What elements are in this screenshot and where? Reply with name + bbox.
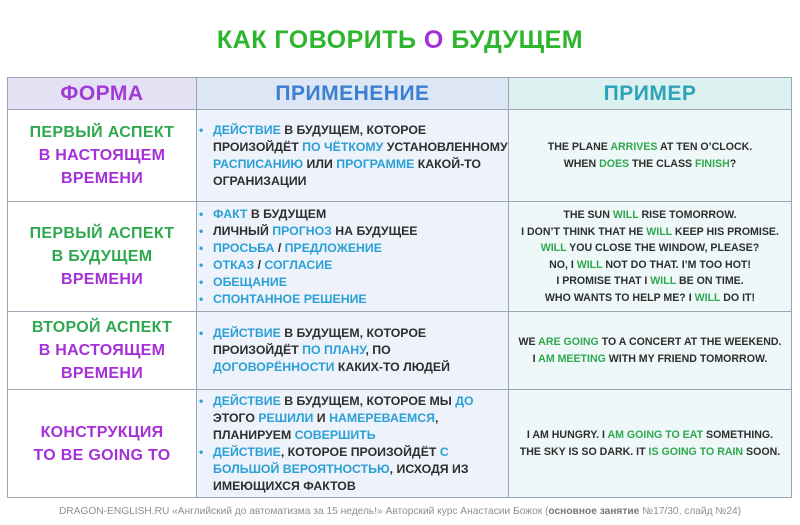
future-forms-table: [7, 77, 792, 498]
example-line: I DON’T THINK THAT HE WILL KEEP HIS PROMISE.: [521, 225, 779, 238]
use-cell: [197, 312, 509, 390]
form-cell: [8, 312, 197, 390]
title-part-3: БУДУЩЕМ: [451, 26, 584, 54]
use-item: • ДЕЙСТВИЕ В БУДУЩЕМ, КОТОРОЕ МЫ ДО ЭТОГО РЕШИЛИ И НАМЕРЕВАЕМСЯ, ПЛАНИРУЕМ СОВЕРШИТЬ: [213, 393, 508, 444]
table-row: [8, 110, 792, 202]
form-line: В БУДУЩЕМ: [51, 248, 153, 265]
form-line: ВТОРОЙ АСПЕКТ: [31, 319, 173, 336]
header-form: ФОРМА: [8, 78, 197, 110]
example-cell: [509, 110, 792, 202]
use-item: • ОТКАЗ / СОГЛАСИЕ: [213, 257, 508, 274]
use-cell: [197, 202, 509, 312]
example-line: WE ARE GOING TO A CONCERT AT THE WEEKEND.: [518, 336, 782, 348]
example-line: I AM HUNGRY. I AM GOING TO EAT SOMETHING.: [526, 429, 774, 441]
table-header-row: [8, 78, 792, 110]
form-line: TO BE GOING TO: [33, 446, 171, 464]
use-item: • СПОНТАННОЕ РЕШЕНИЕ: [213, 291, 508, 308]
header-use: ПРИМЕНЕНИЕ: [197, 78, 509, 110]
form-line: ВРЕМЕНИ: [60, 365, 144, 382]
example-cell: [509, 390, 792, 498]
example-line: THE SKY IS SO DARK. IT IS GOING TO RAIN SOON.: [519, 445, 781, 458]
example-line: I AM MEETING WITH MY FRIEND TOMORROW.: [532, 352, 768, 365]
use-item: • ЛИЧНЫЙ ПРОГНОЗ НА БУДУЩЕЕ: [213, 223, 508, 240]
form-line: ВРЕМЕНИ: [60, 271, 144, 288]
example-line: WHEN DOES THE CLASS FINISH?: [563, 157, 737, 170]
table-row: [8, 312, 792, 390]
form-line: ПЕРВЫЙ АСПЕКТ: [29, 124, 175, 141]
example-line: I PROMISE THAT I WILL BE ON TIME.: [556, 275, 744, 287]
form-line: В НАСТОЯЩЕМ: [38, 342, 166, 359]
use-item: • ФАКТ В БУДУЩЕМ: [213, 206, 508, 223]
form-line: ВРЕМЕНИ: [60, 170, 144, 187]
form-line: ПЕРВЫЙ АСПЕКТ: [29, 225, 175, 242]
example-cell: [509, 202, 792, 312]
form-cell: [8, 390, 197, 498]
use-item: • ДЕЙСТВИЕ В БУДУЩЕМ, КОТОРОЕ ПРОИЗОЙДЁТ ПО ЧЁТКОМУ УСТАНОВЛЕННОМУ РАСПИСАНИЮ ИЛИ ПРОГРАММЕ КАКОЙ-ТО ОГРАНИЗАЦИИ: [213, 122, 508, 190]
table-row: [8, 202, 792, 312]
footer-credit: DRAGON-ENGLISH.RU «Английский до автоматизма за 15 недель!» Авторский курс Анастасии Божок (основное занятие №17/30, слайд №24): [58, 506, 742, 517]
example-cell: [509, 312, 792, 390]
page-title: [0, 26, 800, 55]
use-cell: [197, 110, 509, 202]
form-cell: [8, 202, 197, 312]
use-item: • ПРОСЬБА / ПРЕДЛОЖЕНИЕ: [213, 240, 508, 257]
use-item: • ДЕЙСТВИЕ, КОТОРОЕ ПРОИЗОЙДЁТ С БОЛЬШОЙ ВЕРОЯТНОСТЬЮ, ИСХОДЯ ИЗ ИМЕЮЩИХСЯ ФАКТОВ: [213, 444, 508, 495]
example-line: THE PLANE ARRIVES AT TEN O’CLOCK.: [547, 141, 753, 153]
form-line: КОНСТРУКЦИЯ: [40, 423, 164, 441]
header-example: ПРИМЕР: [509, 78, 792, 110]
title-part-1: КАК ГОВОРИТЬ: [216, 26, 417, 54]
use-item: • ДЕЙСТВИЕ В БУДУЩЕМ, КОТОРОЕ ПРОИЗОЙДЁТ ПО ПЛАНУ, ПО ДОГОВОРЁННОСТИ КАКИХ-ТО ЛЮДЕЙ: [213, 325, 508, 376]
use-cell: [197, 390, 509, 498]
example-line: WHO WANTS TO HELP ME? I WILL DO IT!: [544, 291, 756, 304]
use-item: • ОБЕЩАНИЕ: [213, 274, 508, 291]
example-line: NO, I WILL NOT DO THAT. I’M TOO HOT!: [549, 258, 751, 271]
form-line: В НАСТОЯЩЕМ: [38, 147, 166, 164]
example-line: THE SUN WILL RISE TOMORROW.: [563, 209, 737, 221]
title-part-2: О: [423, 26, 444, 54]
form-cell: [8, 110, 197, 202]
table-row: [8, 390, 792, 498]
example-line: WILL YOU CLOSE THE WINDOW, PLEASE?: [540, 242, 760, 254]
